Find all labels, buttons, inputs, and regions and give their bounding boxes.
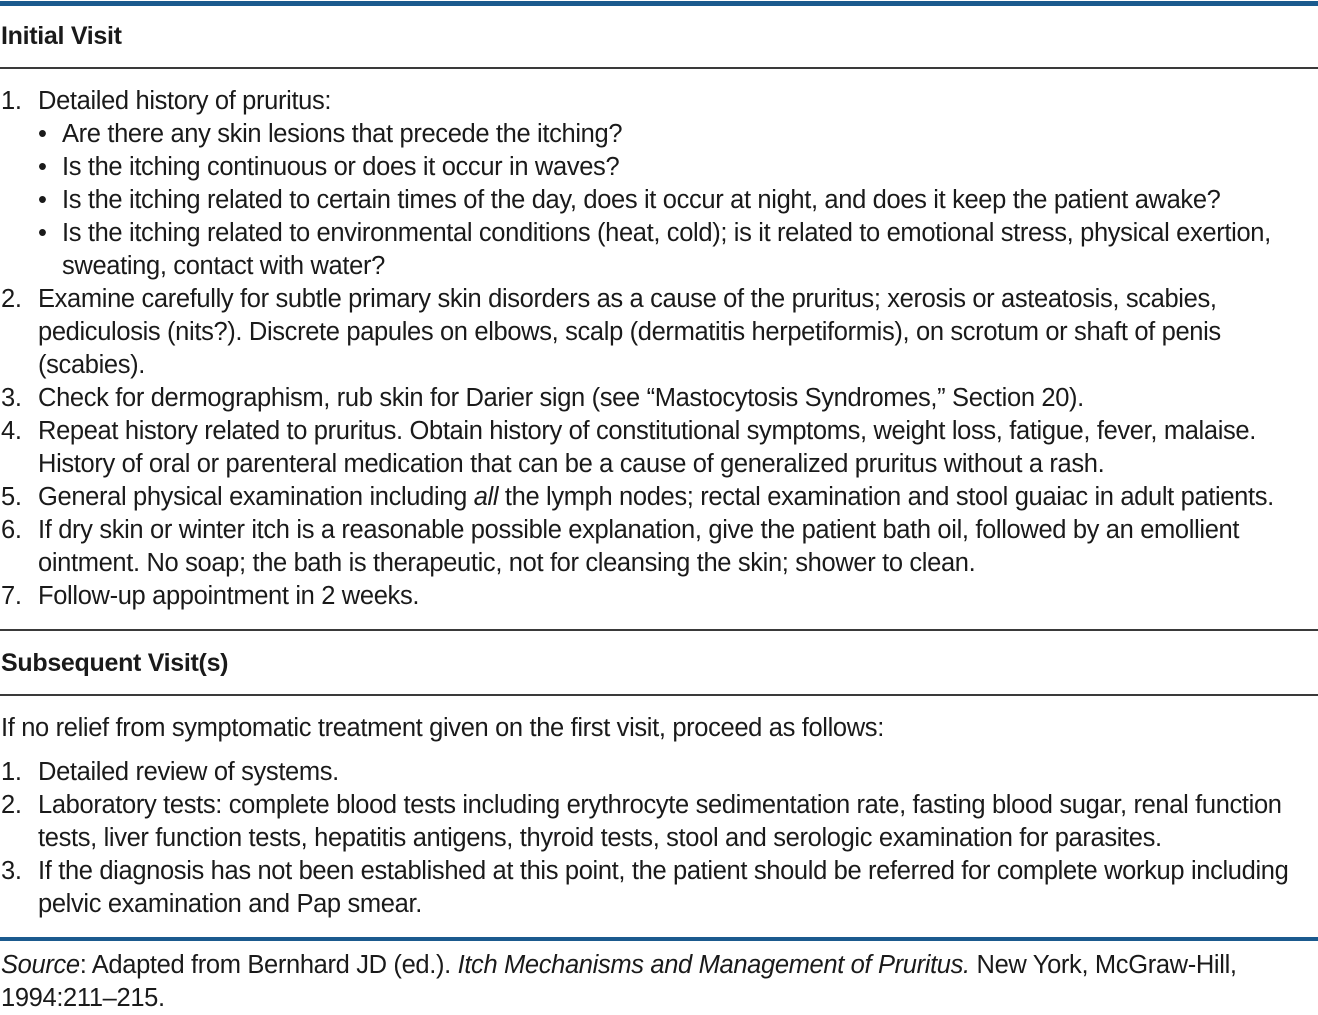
step-number: 6. [1,516,22,544]
initial-visit-steps [0,85,1316,613]
bullet-text: Is the itching continuous or does it occur in waves? [62,153,620,181]
step-number: 1. [1,87,22,115]
subsequent-visit-body [0,712,1316,921]
step-text: If the diagnosis has not been established at this point, the patient should be referred for complete workup including pelvic examination and Pap smear. [38,857,1289,918]
step-number: 2. [1,791,22,819]
step-number: 4. [1,417,22,445]
step-text-part: General physical examination including [38,483,474,511]
list-item [0,85,1316,283]
step-text: Follow-up appointment in 2 weeks. [38,582,420,610]
section-divider [0,629,1318,631]
step-text: Laboratory tests: complete blood tests including erythrocyte sedimentation rate, fasting blood sugar, renal function tests, liver function tests, hepatitis antigens, thyroid tests, stool and serologic examination for parasites. [38,791,1282,852]
list-item [0,415,1316,481]
bullet-icon: • [38,186,47,214]
heading-divider [0,67,1318,69]
source-label: Source [1,951,80,979]
step-number: 3. [1,857,22,885]
initial-visit-body [0,85,1316,613]
list-item [38,184,1316,217]
subsequent-visit-heading: Subsequent Visit(s) [1,649,229,677]
source-text: New York, McGraw-Hill, 1994:211–215. [1,951,1237,1012]
bullet-text: Is the itching related to environmental conditions (heat, cold); is it related to emotional stress, physical exertion, sweating, contact with water? [62,219,1271,280]
step-number: 7. [1,582,22,610]
source-text: : Adapted from Bernhard JD (ed.). [79,951,458,979]
list-item [38,118,1316,151]
list-item [0,580,1316,613]
bullet-text: Is the itching related to certain times of the day, does it occur at night, and does it keep the patient awake? [62,186,1221,214]
step-text: Examine carefully for subtle primary skin disorders as a cause of the pruritus; xerosis or asteatosis, scabies, pediculosis (nits?). Discrete papules on elbows, scalp (dermatitis herpetiformis), on scrotum or shaft of penis (scabies). [38,285,1221,379]
top-accent-rule [0,1,1318,6]
subsequent-visit-steps [0,756,1316,921]
step-text-part: the lymph nodes; rectal examination and stool guaiac in adult patients. [498,483,1274,511]
list-item [0,789,1316,855]
list-item [38,217,1316,283]
bullet-text: Are there any skin lesions that precede the itching? [62,120,623,148]
list-item [38,151,1316,184]
step-text-emphasis: all [473,483,499,511]
list-item [0,382,1316,415]
step-number: 3. [1,384,22,412]
subsequent-visit-intro: If no relief from symptomatic treatment given on the first visit, proceed as follows: [1,714,884,742]
initial-visit-heading: Initial Visit [1,22,122,50]
list-item [0,283,1316,382]
list-item [0,481,1316,514]
list-item [0,514,1316,580]
footer-accent-rule [0,937,1318,941]
history-questions [38,118,1316,283]
list-item [0,855,1316,921]
source-citation [0,949,1317,1015]
step-text: Detailed history of pruritus: [38,87,332,115]
step-number: 5. [1,483,22,511]
list-item [0,756,1316,789]
source-title: Itch Mechanisms and Management of Pruritus. [457,951,970,979]
step-text: Repeat history related to pruritus. Obtain history of constitutional symptoms, weight loss, fatigue, fever, malaise. History of oral or parenteral medication that can be a cause of generalized pruritus without a rash. [38,417,1256,478]
bullet-icon: • [38,120,47,148]
step-text: Detailed review of systems. [38,758,339,786]
heading-divider [0,694,1318,696]
bullet-icon: • [38,219,47,247]
bullet-icon: • [38,153,47,181]
step-number: 2. [1,285,22,313]
step-text: Check for dermographism, rub skin for Darier sign (see “Mastocytosis Syndromes,” Section 20). [38,384,1084,412]
step-number: 1. [1,758,22,786]
step-text: If dry skin or winter itch is a reasonable possible explanation, give the patient bath oil, followed by an emollient ointment. No soap; the bath is therapeutic, not for cleansing the skin; shower to clean. [38,516,1240,577]
